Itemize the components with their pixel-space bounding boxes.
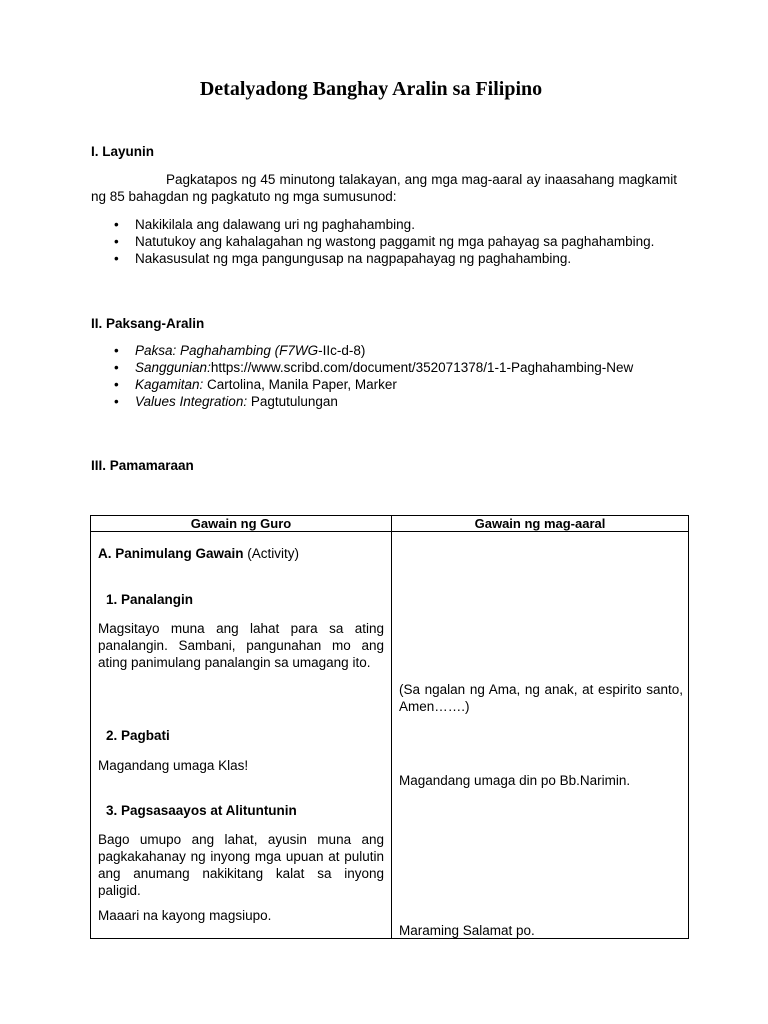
list-item: • Natutukoy ang kahalagahan ng wastong paggamit ng mga pahayag sa paghahambing. [91, 233, 677, 250]
kagamitan-label: Kagamitan: [135, 377, 204, 392]
pagsasaayos-magaaral-text: Maraming Salamat po. [399, 923, 535, 938]
page-title: Detalyadong Banghay Aralin sa Filipino [199, 78, 543, 100]
values-value: Pagtutulungan [247, 394, 338, 409]
panalangin-magaaral-text: (Sa ngalan ng Ama, ng anak, at espirito santo, Amen…….) [399, 682, 683, 714]
section-heading-layunin: I. Layunin [91, 144, 155, 159]
pagsasaayos-guro-text: Bago umupo ang lahat, ayusin muna ang pagkakahanay ng inyong mga upuan at pulutin ang anumang nakikitang kalat sa inyong paligid. [98, 832, 384, 898]
pagbati-heading: 2. Pagbati [106, 728, 170, 743]
pagsasaayos-guro-text-2: Maaari na kayong magsiupo. [98, 908, 272, 923]
values-label: Values Integration: [135, 394, 248, 409]
paksa-label: Paksa: Paghahambing (F7WG [135, 343, 319, 358]
column-header-magaaral: Gawain ng mag-aaral [392, 516, 689, 532]
activity-table [90, 515, 689, 939]
list-item [91, 376, 677, 393]
layunin-list [91, 216, 677, 267]
list-item [91, 393, 677, 410]
kagamitan-value: Cartolina, Manila Paper, Marker [203, 377, 397, 392]
magaaral-cell [392, 532, 689, 939]
list-item [91, 359, 677, 376]
list-item: • Nakikilala ang dalawang uri ng paghahambing. [91, 216, 677, 233]
pagbati-guro-text: Magandang umaga Klas! [98, 758, 249, 773]
layunin-intro: Pagkatapos ng 45 minutong talakayan, ang mga mag-aaral ay inaasahang magkamit ng 85 bahagdan ng pagkatuto ng mga sumusunod: [91, 172, 677, 204]
sanggunian-link[interactable]: https://www.scribd.com/document/352071378/1-1-Paghahambing-New [210, 360, 634, 375]
section-heading-pamamaraan: III. Pamamaraan [91, 458, 194, 473]
section-a-heading: A. Panimulang Gawain (Activity) [98, 546, 300, 561]
pagbati-magaaral-text: Magandang umaga din po Bb.Narimin. [399, 773, 631, 788]
panalangin-heading: 1. Panalangin [106, 592, 194, 607]
paksa-value: -IIc-d-8) [318, 343, 366, 358]
list-item [91, 342, 677, 359]
list-item: • Nakasusulat ng mga pangungusap na nagpapahayag ng paghahambing. [91, 250, 677, 267]
paksa-list [91, 342, 677, 410]
sanggunian-label: Sanggunian: [135, 360, 211, 375]
column-header-guro: Gawain ng Guro [91, 516, 392, 532]
guro-cell [91, 532, 392, 939]
pagsasaayos-heading: 3. Pagsasaayos at Alituntunin [106, 803, 297, 818]
section-heading-paksa: II. Paksang-Aralin [91, 316, 205, 331]
panalangin-guro-text: Magsitayo muna ang lahat para sa ating panalangin. Sambani, pangunahan mo ang ating panimulang panalangin sa umagang ito. [98, 621, 384, 670]
